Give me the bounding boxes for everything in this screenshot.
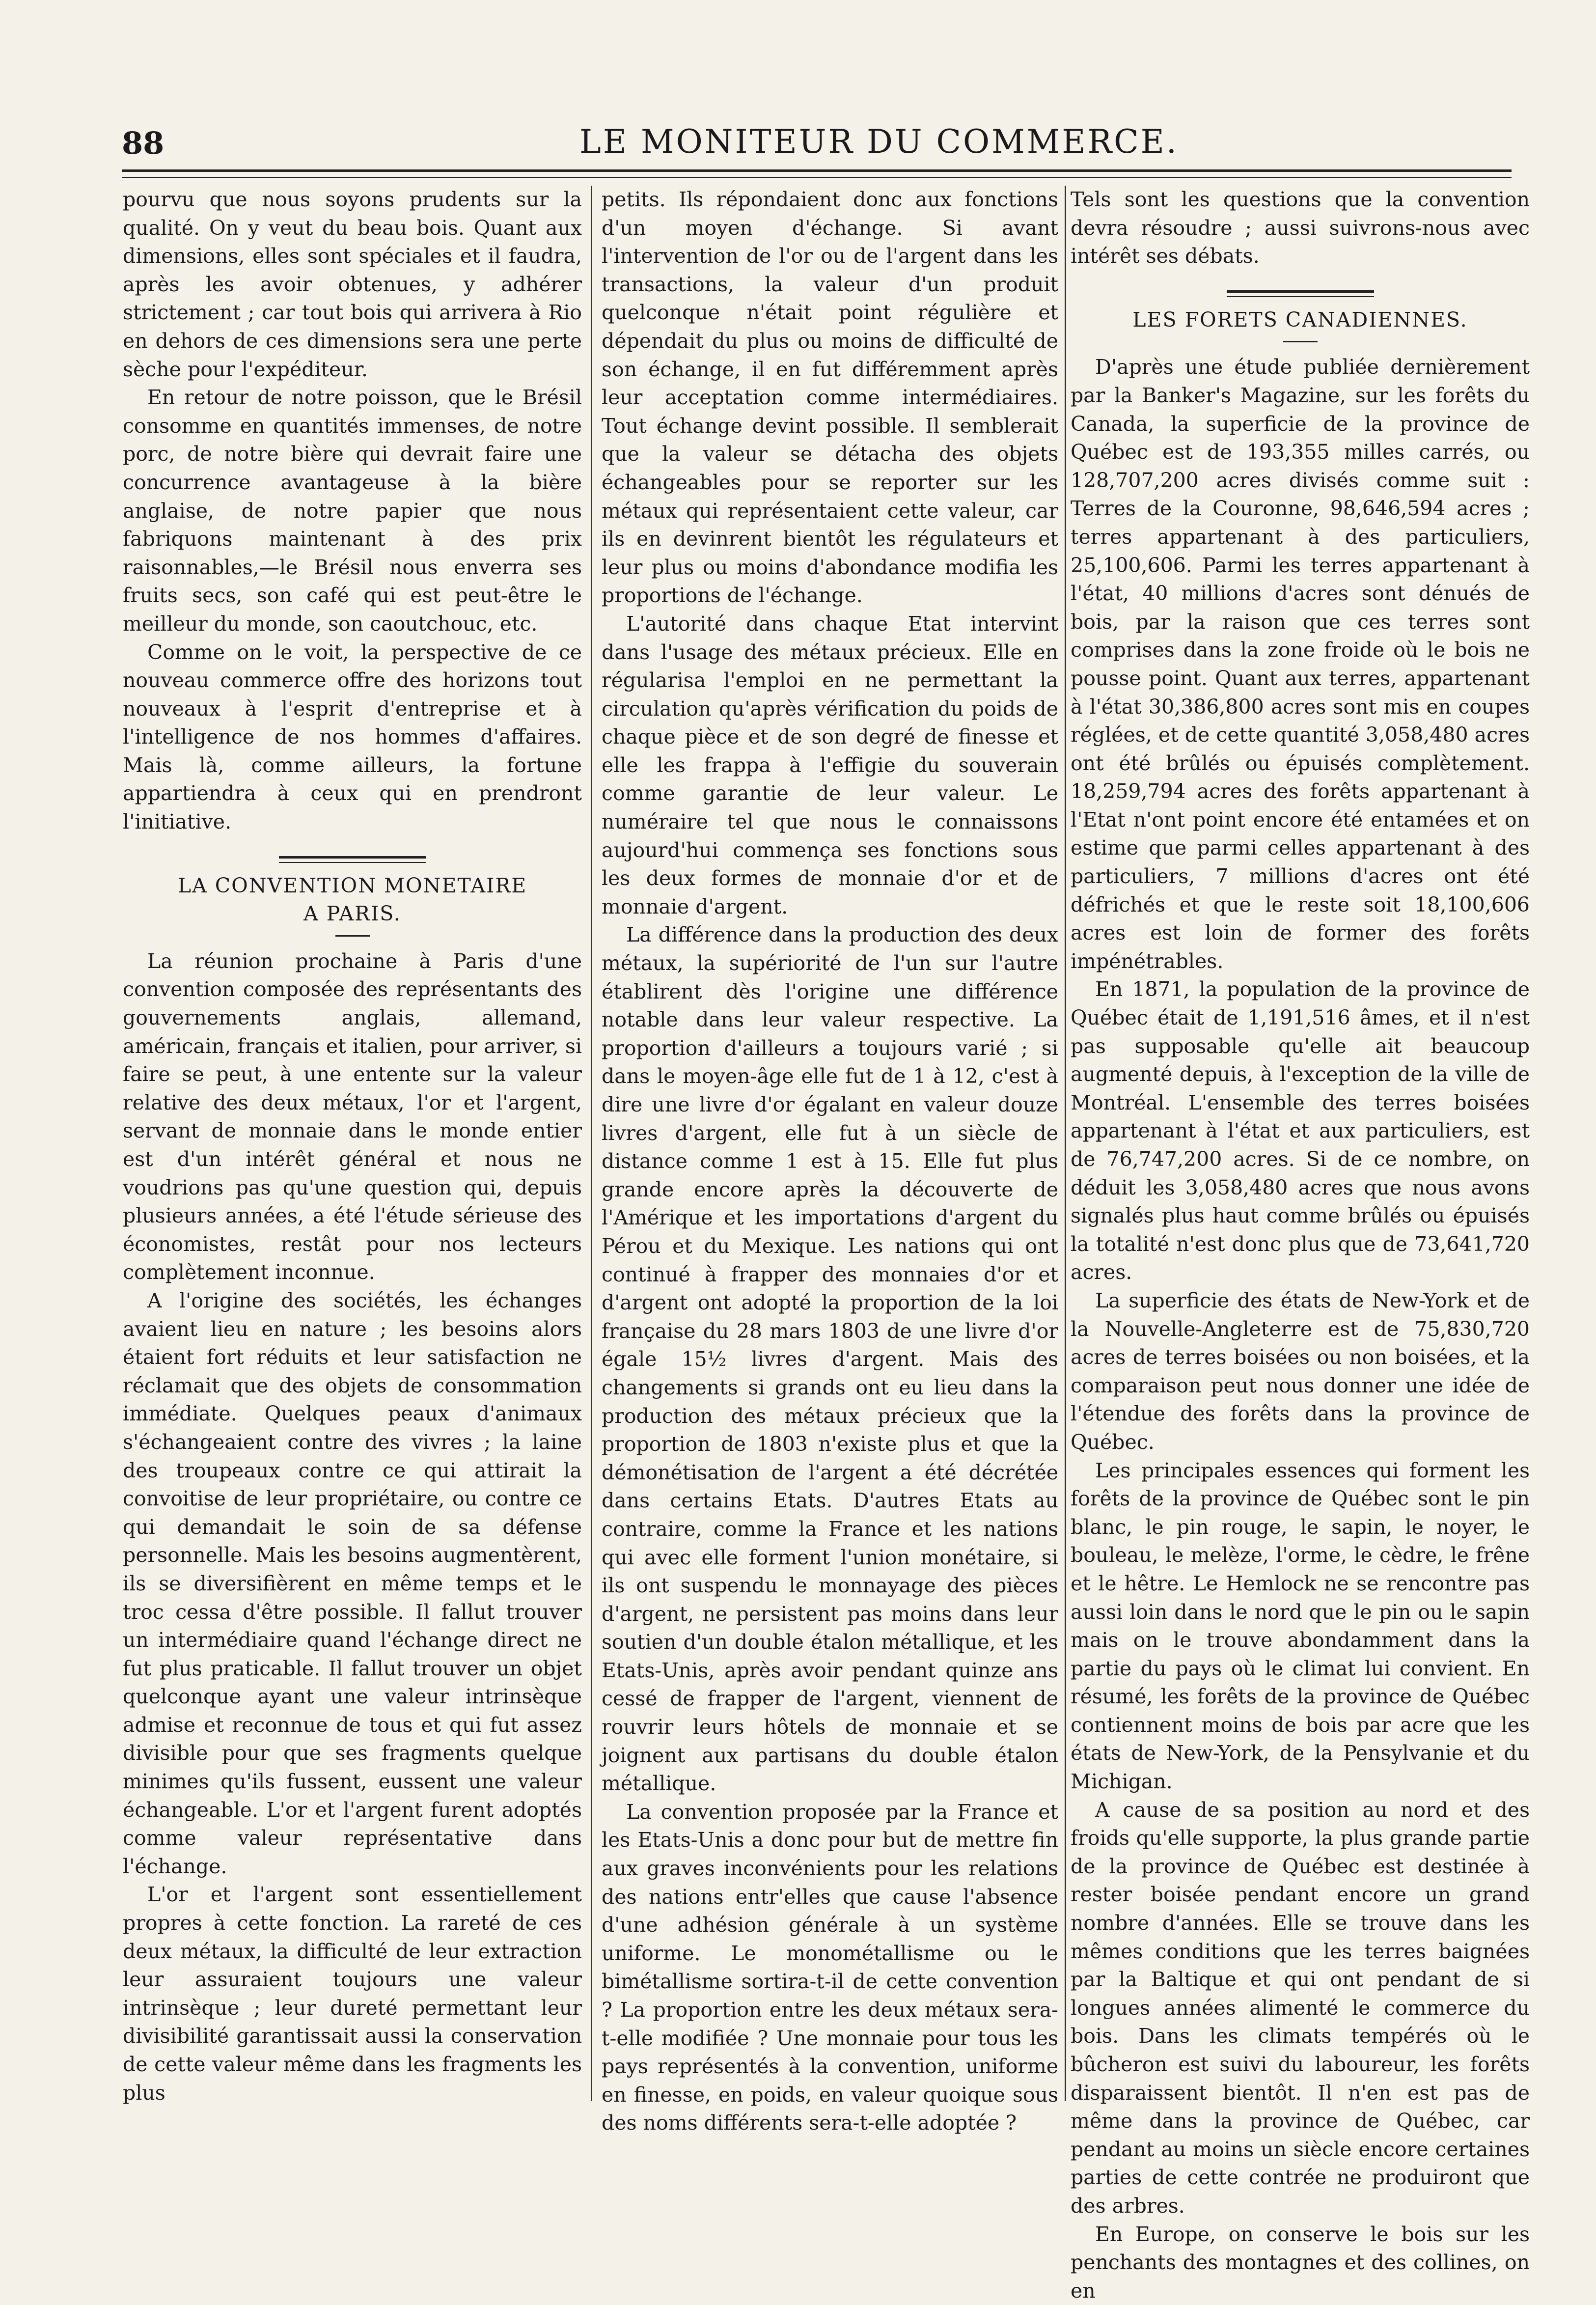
column-3 xyxy=(1071,186,1530,2305)
header-rule xyxy=(122,169,1512,172)
heading-dash xyxy=(335,935,370,937)
section-separator xyxy=(1227,290,1374,297)
column-1 xyxy=(123,186,582,2107)
paragraph: La réunion prochaine à Paris d'une convention composée des représentants des gouvernements anglais, allemand, américain, français et italien, pour arriver, si faire se peut, à une entente sur la valeur relative des deux métaux, l'or et l'argent, servant de monnaie dans le monde entier est d'un intérêt général et nous ne voudrions pas qu'une question qui, depuis plusieurs années, a été l'étude sérieuse des économistes, restât pour nos lecteurs complètement inconnue. xyxy=(123,949,582,1284)
masthead-title: LE MONITEUR DU COMMERCE. xyxy=(579,123,1179,161)
paragraph: La superficie des états de New-York et de la Nouvelle-Angleterre est de 75,830,720 acres de terres boisées ou non boisées, et la comparaison peut nous donner une idée de l'étendue des forêts dans la province de Québec. xyxy=(1071,1288,1530,1454)
column-divider xyxy=(1065,186,1066,2101)
paragraph: A cause de sa position au nord et des froids qu'elle supporte, la plus grande partie de la province de Québec est destinée à rester boisée pendant encore un grand nombre d'années. Elle se trouve dans les mêmes conditions que les terres baignées par la Baltique et qui ont pendant de si longues années alimenté le commerce du bois. Dans les climats tempérés où le bûcheron est suivi du laboureur, les forêts disparaissent bientôt. Il n'en est pas de même dans la province de Québec, car pendant au moins un siècle encore certaines parties de cette contrée ne produiront que des arbres. xyxy=(1071,1798,1530,2218)
paragraph: En 1871, la population de la province de Québec était de 1,191,516 âmes, et il n'est pas supposable qu'elle ait beaucoup augmenté depuis, à l'exception de la ville de Montréal. L'ensemble des terres boisées appartenant à l'état et aux particuliers, est de 76,747,200 acres. Si de ce nombre, on déduit les 3,058,480 acres que nous avons signalés plus haut comme brûlés ou épuisés la totalité n'est donc plus que de 73,641,720 acres. xyxy=(1071,977,1530,1284)
paragraph: La convention proposée par la France et les Etats-Unis a donc pour but de mettre fin aux graves inconvénients pour les relations des nations entr'elles que cause l'absence d'une adhésion générale à un système uniforme. Le monométallisme ou le bimétallisme sortira-t-il de cette convention ? La proportion entre les deux métaux sera-t-elle modifiée ? Une monnaie pour tous les pays représentés à la convention, uniforme en finesse, en poids, en valeur quoique sous des noms différents sera-t-elle adoptée ? xyxy=(602,1800,1058,2135)
paragraph: Tels sont les questions que la convention devra résoudre ; aussi suivrons-nous avec intérêt ses débats. xyxy=(1071,188,1530,268)
column-2 xyxy=(602,186,1058,2138)
paragraph: A l'origine des sociétés, les échanges avaient lieu en nature ; les besoins alors étaient fort réduits et leur satisfaction ne réclamait que des objets de consommation immédiate. Quelques peaux d'animaux s'échangeaient contre des vivres ; la laine des troupeaux contre ce qui attirait la convoitise de leur propriétaire, ou contre ce qui demandait le soin de sa défense personnelle. Mais les besoins augmentèrent, ils se diversifièrent en même temps et le troc cessa d'être possible. Il fallut trouver un intermédiaire quand l'échange direct ne fut plus praticable. Il fallut trouver un objet quelconque ayant une valeur intrinsèque admise et reconnue de tous et qui fut assez divisible pour que ses fragments quelque minimes qu'ils fussent, eussent une valeur échangeable. L'or et l'argent furent adoptés comme valeur représentative dans l'échange. xyxy=(123,1288,582,1878)
article-heading-sub: A PARIS. xyxy=(303,902,401,926)
section-separator xyxy=(279,856,426,863)
paragraph: Comme on le voit, la perspective de ce nouveau commerce offre des horizons tout nouveaux à l'esprit d'entreprise et à l'intelligence de nos hommes d'affaires. Mais là, comme ailleurs, la fortune appartiendra à ceux qui en prendront l'initiative. xyxy=(123,640,582,834)
paragraph: La différence dans la production des deux métaux, la supériorité de l'un sur l'autre établirent dès l'origine une différence notable dans leur valeur respective. La proportion d'ailleurs a toujours varié ; si dans le moyen-âge elle fut de 1 à 12, c'est à dire une livre d'or égalant en valeur douze livres d'argent, elle fut à un siècle de distance comme 1 est à 15. Elle fut plus grande encore après la découverte de l'Amérique et les importations d'argent du Pérou et du Mexique. Les nations qui ont continué à frapper des monnaies d'or et d'argent ont adopté la proportion de la loi française du 28 mars 1803 de une livre d'or égale 15½ livres d'argent. Mais des changements si grands ont eu lieu dans la production des métaux précieux que la proportion de 1803 n'existe plus et que la démonétisation de l'argent a été décrétée dans certains Etats. D'autres Etats au contraire, comme la France et les nations qui avec elle forment l'union monétaire, si ils ont suspendu le monnayage des pièces d'argent, ne persistent pas moins dans leur soutien d'un double étalon métallique, et les Etats-Unis, après avoir pendant quinze ans cessé de frapper de l'argent, viennent de rouvrir leurs hôtels de monnaie et se joignent aux partisans du double étalon métallique. xyxy=(602,923,1058,1796)
column-divider xyxy=(591,186,592,2101)
paragraph: D'après une étude publiée dernièrement par la Banker's Magazine, sur les forêts du Canada, la superficie de la province de Québec est de 193,355 milles carrés, ou 128,707,200 acres divisés comme suit : Terres de la Couronne, 98,646,594 acres ; terres appartenant à des particuliers, 25,100,606. Parmi les terres appartenant à l'état, 40 millions d'acres sont dénués de bois, par la raison que ces terres sont comprises dans la zone froide où le bois ne pousse point. Quant aux terres, appartenant à l'état 30,386,800 acres sont mis en coupes réglées, et de cette quantité 3,058,480 acres ont été brûlés ou épuisés complètement. 18,259,794 acres des forêts appartenant à l'Etat n'ont point encore été entamées et on estime que parmi celles appartenant à des particuliers, 7 millions d'acres ont été défrichés et que le reste soit 18,100,606 acres est loin de former des forêts impénétrables. xyxy=(1071,355,1530,973)
paragraph: En Europe, on conserve le bois sur les penchants des montagnes et des collines, on en xyxy=(1071,2222,1530,2303)
paragraph: En retour de notre poisson, que le Brésil consomme en quantités immenses, de notre porc, de notre bière qui devrait faire une concurrence avantageuse à la bière anglaise, de notre papier que nous fabriquons maintenant à des prix raisonnables,—le Brésil nous enverra ses fruits secs, son café qui est peut-être le meilleur du monde, son caoutchouc, etc. xyxy=(123,386,582,636)
paragraph: pourvu que nous soyons prudents sur la qualité. On y veut du beau bois. Quant aux dimensions, elles sont spéciales et il faudra, après les avoir obtenues, y adhérer strictement ; car tout bois qui arrivera à Rio en dehors de ces dimensions sera une perte sèche pour l'expéditeur. xyxy=(123,188,582,381)
paragraph: Les principales essences qui forment les forêts de la province de Québec sont le pin blanc, le pin rouge, le sapin, le noyer, le bouleau, le melèze, l'orme, le cèdre, le frêne et le hêtre. Le Hemlock ne se rencontre pas aussi loin dans le nord que le pin ou le sapin mais on le trouve abondamment dans la partie du pays où le climat lui convient. En résumé, les forêts de la province de Québec contiennent moins de bois par acre que les états de New-York, de la Pensylvanie et du Michigan. xyxy=(1071,1458,1530,1794)
paragraph: petits. Ils répondaient donc aux fonctions d'un moyen d'échange. Si avant l'intervention de l'or ou de l'argent dans les transactions, la valeur d'un produit quelconque n'était point régulière et dépendait du plus ou moins de difficulté de son échange, il en fut différemment après leur acceptation comme intermédiaires. Tout échange devint possible. Il semblerait que la valeur se détacha des objets échangeables pour se reporter sur les métaux qui représentaient cette valeur, car ils en devinrent bientôt les régulateurs et leur plus ou moins d'abondance modifia les proportions de l'échange. xyxy=(602,188,1058,608)
article-heading: LES FORETS CANADIENNES. xyxy=(1132,307,1468,332)
heading-dash xyxy=(1283,341,1318,342)
paragraph: L'or et l'argent sont essentiellement propres à cette fonction. La rareté de ces deux métaux, la difficulté de leur extraction leur assuraient toujours une valeur intrinsèque ; leur dureté permettant leur divisibilité garantissait aussi la conservation de cette valeur même dans les fragments les plus xyxy=(123,1883,582,2105)
article-heading: LA CONVENTION MONETAIRE xyxy=(177,873,527,897)
page-number: 88 xyxy=(122,125,165,161)
paragraph: L'autorité dans chaque Etat intervint dans l'usage des métaux précieux. Elle en régularisa l'emploi en ne permettant la circulation qu'après vérification du poids de chaque pièce et de son degré de finesse et elle les frappa à l'effigie du souverain comme garantie de leur valeur. Le numéraire tel que nous le connaissons aujourd'hui commença ses fonctions sous les deux formes de monnaie d'or et de monnaie d'argent. xyxy=(602,611,1058,918)
header-rule-thin xyxy=(122,177,1512,178)
